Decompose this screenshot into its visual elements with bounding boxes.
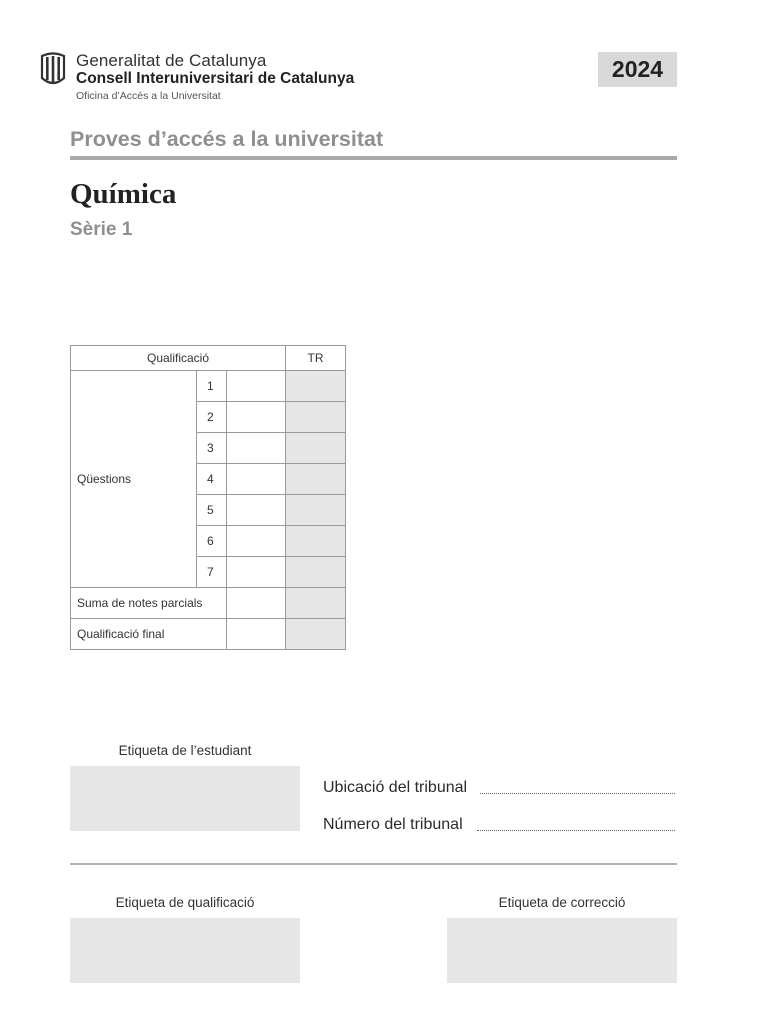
question-number: 6	[197, 526, 227, 557]
grades-table	[70, 345, 346, 650]
header-tr: TR	[286, 346, 346, 371]
question-number: 1	[197, 371, 227, 402]
question-row	[71, 371, 346, 402]
question-score-cell[interactable]	[227, 526, 286, 557]
student-label-caption: Etiqueta de l’estudiant	[118, 743, 252, 758]
question-score-cell[interactable]	[227, 371, 286, 402]
partial-sum-label: Suma de notes parcials	[71, 588, 227, 619]
question-tr-cell	[286, 464, 346, 495]
exam-title: Proves d’accés a la universitat	[70, 127, 384, 151]
tribunal-number-field[interactable]	[477, 830, 675, 831]
question-tr-cell	[286, 526, 346, 557]
question-number: 5	[197, 495, 227, 526]
question-score-cell[interactable]	[227, 402, 286, 433]
question-score-cell[interactable]	[227, 433, 286, 464]
qualification-label-caption: Etiqueta de qualificació	[115, 895, 255, 910]
subject-title: Química	[70, 178, 177, 210]
question-score-cell[interactable]	[227, 464, 286, 495]
question-number: 4	[197, 464, 227, 495]
series-label: Sèrie 1	[70, 219, 133, 240]
footer-divider	[70, 863, 677, 865]
year-badge: 2024	[598, 52, 677, 87]
question-score-cell[interactable]	[227, 557, 286, 588]
question-score-cell[interactable]	[227, 495, 286, 526]
final-grade-tr-cell	[286, 619, 346, 650]
question-number: 7	[197, 557, 227, 588]
tribunal-number-label: Número del tribunal	[323, 816, 463, 833]
grades-header-row	[71, 346, 346, 371]
question-tr-cell	[286, 495, 346, 526]
question-number: 3	[197, 433, 227, 464]
questions-label: Qüestions	[71, 371, 197, 588]
org-name-line3: Oficina d’Accés a la Universitat	[76, 90, 221, 102]
final-grade-cell[interactable]	[227, 619, 286, 650]
partial-sum-cell[interactable]	[227, 588, 286, 619]
org-name-line1: Generalitat de Catalunya	[76, 51, 267, 70]
final-grade-row	[71, 619, 346, 650]
partial-sum-row	[71, 588, 346, 619]
question-tr-cell	[286, 433, 346, 464]
correction-label-caption: Etiqueta de correcció	[498, 895, 626, 910]
question-tr-cell	[286, 371, 346, 402]
final-grade-label: Qualificació final	[71, 619, 227, 650]
tribunal-location-label: Ubicació del tribunal	[323, 779, 468, 796]
student-label-box[interactable]	[70, 766, 300, 831]
generalitat-logo-icon	[38, 52, 68, 86]
header-qualification: Qualificació	[71, 346, 286, 371]
question-tr-cell	[286, 402, 346, 433]
correction-label-box[interactable]	[447, 918, 677, 983]
qualification-label-box[interactable]	[70, 918, 300, 983]
question-number: 2	[197, 402, 227, 433]
partial-sum-tr-cell	[286, 588, 346, 619]
header-divider	[70, 156, 677, 160]
question-tr-cell	[286, 557, 346, 588]
org-name-line2: Consell Interuniversitari de Catalunya	[76, 70, 355, 87]
tribunal-location-field[interactable]	[480, 793, 675, 794]
